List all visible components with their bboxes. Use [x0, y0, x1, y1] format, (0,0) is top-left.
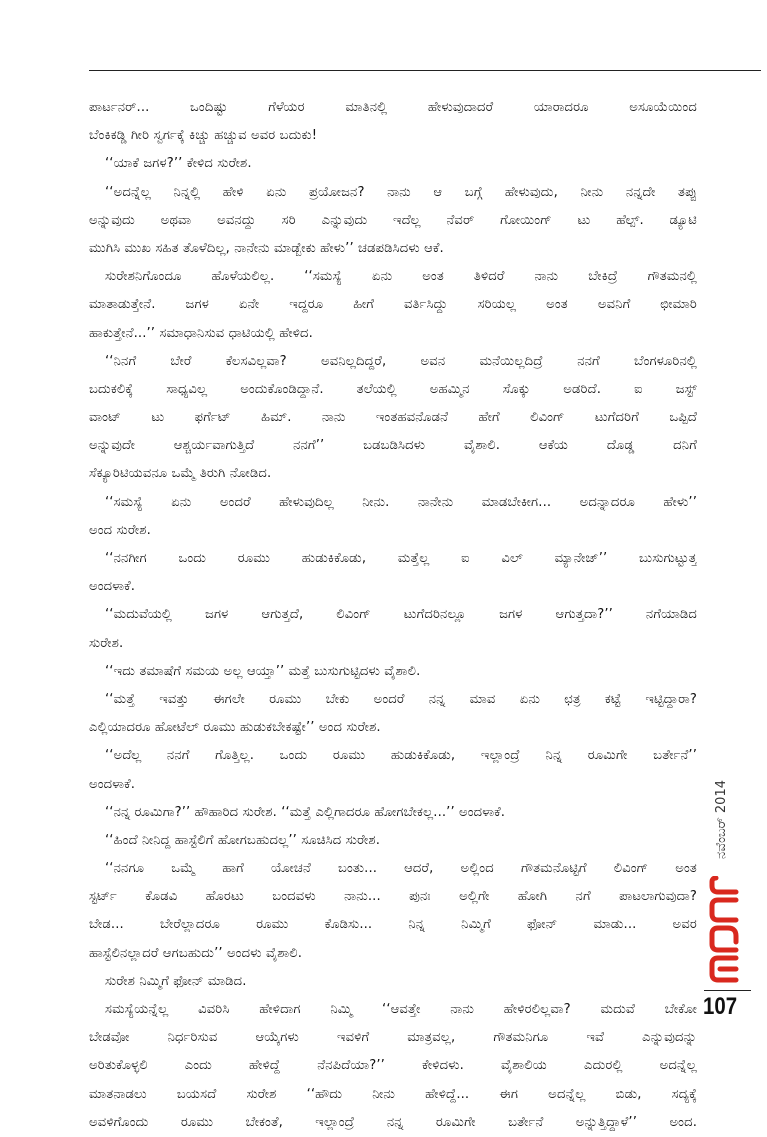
- text-line: ಅರಿತುಕೊಳ್ಳಲಿ ಎಂದು ಹೇಳಿದ್ದೆ ನೆನಪಿದೆಯಾ?’’ ಕೇಳಿದಳು. ವೈಶಾಲಿಯ ಎದುರಲ್ಲಿ ಅದನ್ನೆಲ್ಲ: [89, 1058, 697, 1074]
- masthead-logo-icon: [706, 876, 742, 986]
- text-line: ಬೆಂಕಿಕಡ್ಡಿ ಗೀರಿ ಸ್ವರ್ಗಕ್ಕೆ ಕಿಚ್ಚು ಹಚ್ಚುವ ಅವರ ಬದುಕು!: [89, 128, 318, 144]
- text-line: ಸುರೇಶ ನಿಮ್ಮಿಗೆ ಫೋನ್ ಮಾಡಿದ.: [105, 973, 247, 989]
- text-line: ಸುರೇಶ.: [89, 635, 124, 651]
- issue-date: ನವೆಂಬರ್ 2014: [714, 780, 729, 859]
- text-line: ಅಂದ ಸುರೇಶ.: [89, 522, 151, 538]
- text-line: ‘‘ಹಿಂದೆ ನೀನಿದ್ದ ಹಾಸ್ಟೆಲಿಗೆ ಹೋಗಬಹುದಲ್ಲ’’ ಸೂಚಿಸಿದ ಸುರೇಶ.: [105, 832, 381, 848]
- text-line: ಸಮಸ್ಯೆಯನ್ನೆಲ್ಲ ವಿವರಿಸಿ ಹೇಳಿದಾಗ ನಿಮ್ಮಿ ‘‘ಆವತ್ತೇ ನಾನು ಹೇಳಿರಲಿಲ್ಲವಾ? ಮದುವೆ ಬೇಕೋ: [105, 1002, 697, 1017]
- text-line: ‘‘ನಿನಗೆ ಬೇರೆ ಕೆಲಸವಿಲ್ಲವಾ? ಅವನಿಲ್ಲದಿದ್ದರೆ, ಅವನ ಮನೆಯಿಲ್ಲದಿದ್ರೆ ನನಗೆ ಬೆಂಗಳೂರಿನಲ್ಲಿ: [105, 353, 697, 369]
- text-line: ‘‘ಸಮಸ್ಯೆ ಏನು ಅಂದರೆ ಹೇಳುವುದಿಲ್ಲ ನೀನು. ನಾನೇನು ಮಾಡಬೇಕೀಗ... ಅದನ್ನಾದರೂ ಹೇಳು’’: [105, 494, 697, 510]
- text-line: ‘‘ಇದು ತಮಾಷೆಗೆ ಸಮಯ ಅಲ್ಲ ಆಯ್ತಾ’’ ಮತ್ತೆ ಬುಸುಗುಟ್ಟಿದಳು ವೈಶಾಲಿ.: [105, 663, 421, 679]
- text-line: ಅನ್ನುವುದೇ ಆಶ್ಚರ್ಯವಾಗುತ್ತಿದೆ ನನಗೆ’’ ಬಡಬಡಿಸಿದಳು ವೈಶಾಲಿ. ಆಕೆಯ ದೊಡ್ಡ ದನಿಗೆ: [89, 438, 697, 454]
- text-line: ‘‘ಯಾಕೆ ಜಗಳ?’’ ಕೇಳಿದ ಸುರೇಶ.: [105, 156, 252, 172]
- text-line: ಬದುಕಲಿಕ್ಕೆ ಸಾಧ್ಯವಿಲ್ಲ ಅಂದುಕೊಂಡಿದ್ದಾನೆ. ತಲೆಯಲ್ಲಿ ಅಹಮ್ಮಿನ ಸೊಕ್ಕು ಅಡರಿದೆ. ಐ ಜಸ್ಟ್: [89, 381, 697, 397]
- page-number: 107: [703, 993, 738, 1020]
- text-line: ಎಲ್ಲಿಯಾದರೂ ಹೋಟೆಲ್ ರೂಮು ಹುಡುಕಬೇಕಷ್ಟೇ’’ ಅಂದ ಸುರೇಶ.: [89, 720, 381, 736]
- text-line: ಮುಗಿಸಿ ಮುಖ ಸಹಿತ ತೊಳೆದಿಲ್ಲ, ನಾನೇನು ಮಾಡ್ಬೇಕು ಹೇಳು’’ ಚಡಪಡಿಸಿದಳು ಆಕೆ.: [89, 240, 444, 256]
- text-line: ಸುರೇಶನಿಗೊಂದೂ ಹೊಳೆಯಲಿಲ್ಲ. ‘‘ಸಮಸ್ಯೆ ಏನು ಅಂತ ತಿಳಿದರೆ ನಾನು ಬೇಕಿದ್ರೆ ಗೌತಮನಲ್ಲಿ: [105, 269, 697, 285]
- masthead-band: [702, 780, 746, 990]
- text-line: ಸ್ಟರ್ಟ್ ಕೊಡವಿ ಹೊರಟು ಬಂದವಳು ನಾನು... ಪುನಃ ಅಲ್ಲಿಗೇ ಹೋಗಿ ನಗೆ ಪಾಟಲಾಗುವುದಾ?: [89, 889, 697, 905]
- text-line: ಮಾತನಾಡಲು ಬಯಸದೆ ಸುರೇಶ ‘‘ಹೌದು ನೀನು ಹೇಳಿದ್ದೆ... ಈಗ ಅದನ್ನೆಲ್ಲ ಬಿಡು, ಸದ್ಯಕ್ಕೆ: [89, 1086, 697, 1102]
- text-line: ಅಂದಳಾಕೆ.: [89, 579, 136, 595]
- text-line: ‘‘ನನಗೂ ಒಮ್ಮೆ ಹಾಗೆ ಯೋಚನೆ ಬಂತು... ಆದರೆ, ಅಲ್ಲಿಂದ ಗೌತಮನೊಟ್ಟಿಗೆ ಲಿವಿಂಗ್ ಅಂತ: [105, 861, 697, 877]
- text-line: ‘‘ಮತ್ತೆ ಇವತ್ತು ಈಗಲೇ ರೂಮು ಬೇಕು ಅಂದರೆ ನನ್ನ ಮಾವ ಏನು ಛತ್ರ ಕಟ್ಟೆ ಇಟ್ಟಿದ್ದಾರಾ?: [105, 691, 697, 707]
- text-line: ‘‘ಮದುವೆಯಲ್ಲಿ ಜಗಳ ಆಗುತ್ತದೆ, ಲಿವಿಂಗ್ ಟುಗೆದರಿನಲ್ಲೂ ಜಗಳ ಆಗುತ್ತದಾ?’’ ನಗೆಯಾಡಿದ: [105, 607, 697, 623]
- text-line: ಹಾಸ್ಟೆಲಿನಲ್ಲಾದರೆ ಆಗಬಹುದು’’ ಅಂದಳು ವೈಶಾಲಿ.: [89, 945, 303, 961]
- header-rule: [89, 70, 761, 71]
- text-line: ಮಾತಾಡುತ್ತೇನೆ. ಜಗಳ ಏನೇ ಇದ್ದರೂ ಹೀಗೆ ವರ್ತಿಸಿದ್ದು ಸರಿಯಲ್ಲ ಅಂತ ಅವನಿಗೆ ಛೀಮಾರಿ: [89, 297, 697, 313]
- text-line: ‘‘ಅದೆಲ್ಲ ನನಗೆ ಗೊತ್ತಿಲ್ಲ. ಒಂದು ರೂಮು ಹುಡುಕಿಕೊಡು, ಇಲ್ಲಾಂದ್ರೆ ನಿನ್ನ ರೂಮಿಗೇ ಬರ್ತೇನೆ’’: [105, 748, 697, 764]
- text-line: ಅವಳಿಗೊಂದು ರೂಮು ಬೇಕಂತೆ, ಇಲ್ಲಾಂದ್ರೆ ನನ್ನ ರೂಮಿಗೇ ಬರ್ತೇನೆ ಅನ್ನುತ್ತಿದ್ದಾಳೆ’’ ಅಂದ.: [89, 1114, 697, 1130]
- text-line: ಸೆಕ್ಯೂರಿಟಿಯವನೂ ಒಮ್ಮೆ ತಿರುಗಿ ನೋಡಿದ.: [89, 466, 272, 482]
- text-line: ಪಾರ್ಟನರ್... ಒಂದಿಷ್ಟು ಗೆಳೆಯರ ಮಾತಿನಲ್ಲಿ ಹೇಳುವುದಾದರೆ ಯಾರಾದರೂ ಅಸೂಯೆಯಿಂದ: [89, 100, 697, 115]
- text-line: ಬೇಡ... ಬೇರೆಲ್ಲಾದರೂ ರೂಮು ಕೊಡಿಸು... ನಿನ್ನ ನಿಮ್ಮಿಗೆ ಫೋನ್ ಮಾಡು... ಅವರ: [89, 917, 697, 933]
- article-body: [89, 94, 697, 1137]
- text-line: ಅನ್ನುವುದು ಅಥವಾ ಅವನದ್ದು ಸರಿ ಎನ್ನುವುದು ಇದೆಲ್ಲ ನೆವರ್ ಗೋಯಿಂಗ್ ಟು ಹೆಲ್ಪ್. ಡ್ಯೂಟಿ: [89, 212, 697, 228]
- text-line: ವಾಂಟ್ ಟು ಫರ್ಗೆಟ್ ಹಿಮ್. ನಾನು ಇಂತಹವನೊಡನೆ ಹೇಗೆ ಲಿವಿಂಗ್ ಟುಗೆದರಿಗೆ ಒಪ್ಪಿದೆ: [89, 410, 697, 426]
- footer-rule: [704, 990, 751, 991]
- text-line: ‘‘ನನ್ನ ರೂಮಿಗಾ?’’ ಹೌಹಾರಿದ ಸುರೇಶ. ‘‘ಮತ್ತೆ ಎಲ್ಲಿಗಾದರೂ ಹೋಗಬೇಕಲ್ಲ...’’ ಅಂದಳಾಕೆ.: [105, 804, 506, 820]
- text-line: ಹಾಕುತ್ತೇನೆ...’’ ಸಮಾಧಾನಿಸುವ ಧಾಟಿಯಲ್ಲಿ ಹೇಳಿದ.: [89, 325, 313, 341]
- text-line: ‘‘ಅದನ್ನೆಲ್ಲ ನಿನ್ನಲ್ಲಿ ಹೇಳಿ ಏನು ಪ್ರಯೋಜನ? ನಾನು ಆ ಬಗ್ಗೆ ಹೇಳುವುದು, ನೀನು ನನ್ನದೇ ತಪ್ಪು: [105, 184, 697, 200]
- text-line: ‘‘ನನಗೀಗ ಒಂದು ರೂಮು ಹುಡುಕಿಕೊಡು, ಮತ್ತೆಲ್ಲ ಐ ವಿಲ್ ಮ್ಯಾನೇಜ್’’ ಬುಸುಗುಟ್ಟುತ್ತ: [105, 551, 697, 566]
- text-line: ಅಂದಳಾಕೆ.: [89, 776, 136, 792]
- text-line: ಬೇಡವೋ ನಿರ್ಧರಿಸುವ ಆಯ್ಕೆಗಳು ಇವಳಿಗೆ ಮಾತ್ರವಲ್ಲ, ಗೌತಮನಿಗೂ ಇವೆ ಎನ್ನುವುದನ್ನು: [89, 1030, 697, 1046]
